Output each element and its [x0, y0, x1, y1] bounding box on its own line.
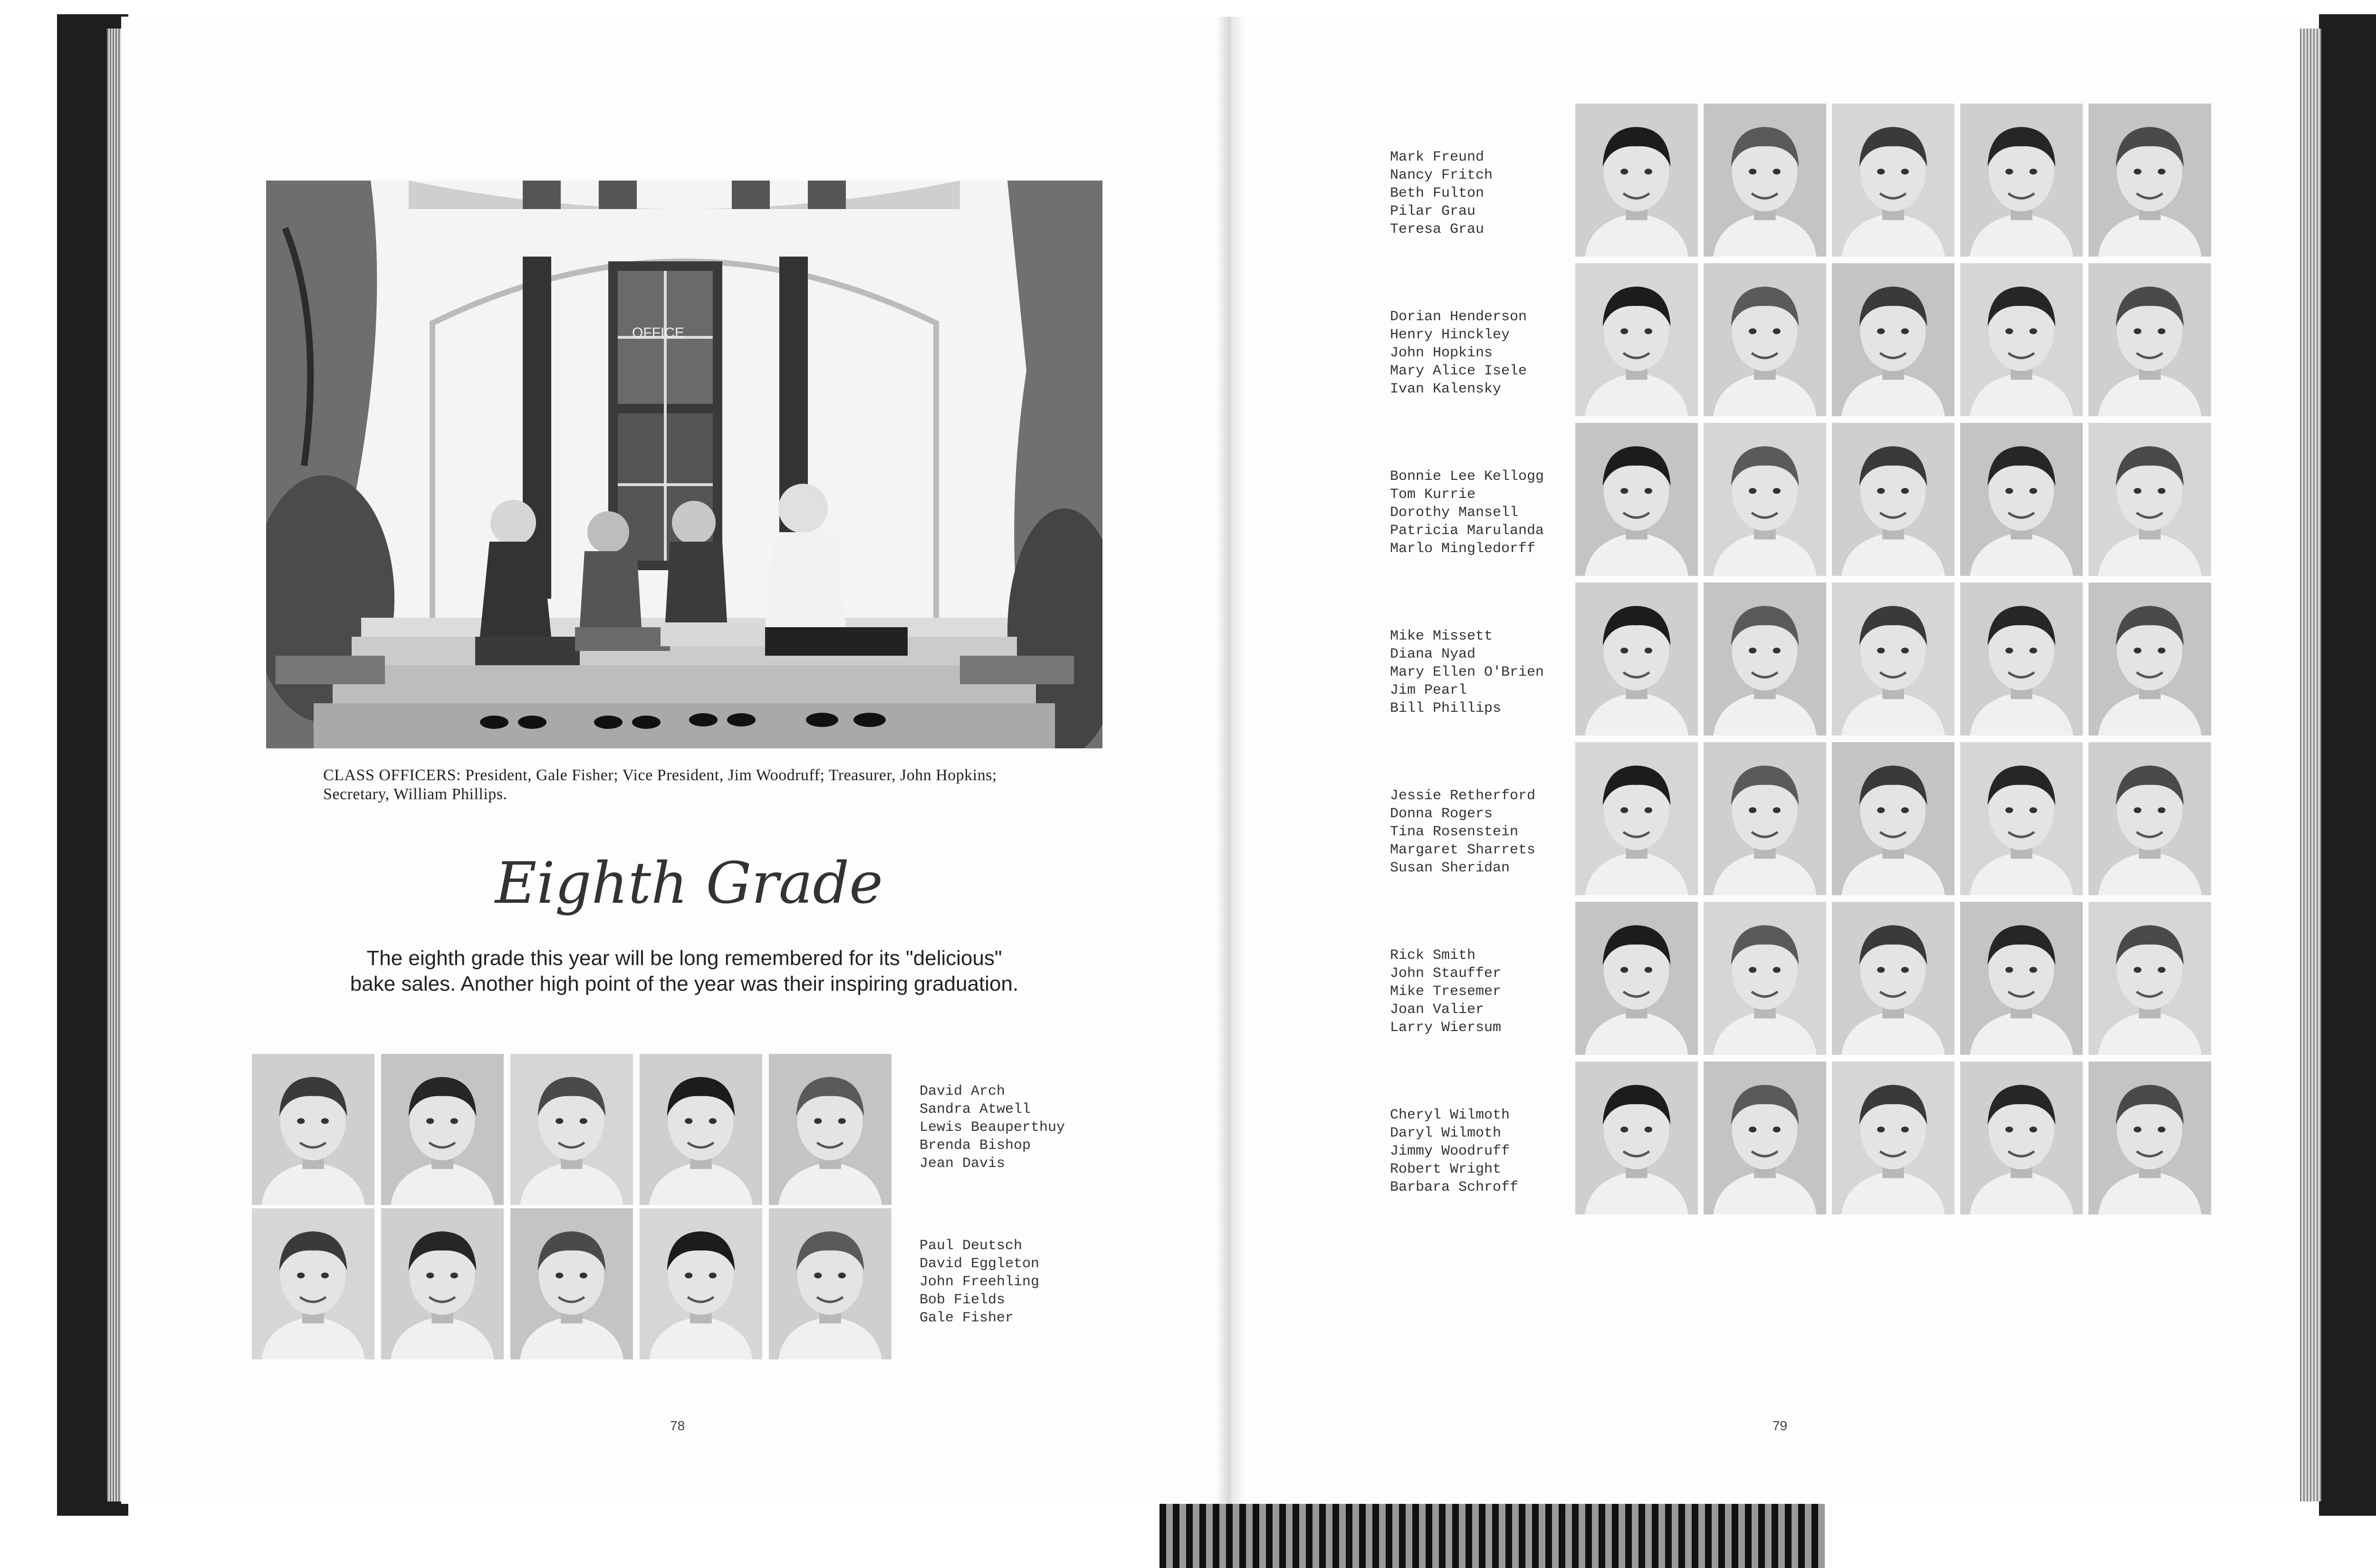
- class-officers-illustration: [266, 181, 1102, 748]
- student-portrait: [1832, 423, 1954, 576]
- student-portrait: [1960, 104, 2083, 257]
- student-portrait: [640, 1054, 762, 1205]
- office-sign: OFFICE: [632, 325, 684, 341]
- student-portrait: [2089, 104, 2211, 257]
- student-portrait: [1960, 742, 2083, 895]
- student-name: Jimmy Woodruff: [1390, 1143, 1510, 1159]
- student-portrait: [1832, 1061, 1954, 1214]
- student-name: Joan Valier: [1390, 1002, 1485, 1018]
- student-portrait: [1832, 902, 1954, 1055]
- student-portrait: [1704, 742, 1826, 895]
- student-name: Bob Fields: [920, 1292, 1006, 1308]
- student-portrait: [1704, 583, 1826, 736]
- student-name: Donna Rogers: [1390, 806, 1493, 822]
- student-portrait: [2089, 263, 2211, 416]
- student-name: Ivan Kalensky: [1390, 381, 1502, 397]
- student-name: Bill Phillips: [1390, 700, 1502, 717]
- student-portrait: [252, 1054, 374, 1205]
- page-number-left: 78: [670, 1418, 685, 1433]
- student-portrait: [1960, 1061, 2083, 1214]
- student-name: Sandra Atwell: [920, 1101, 1031, 1118]
- student-portrait: [1704, 1061, 1826, 1214]
- student-portrait: [1575, 263, 1698, 416]
- book-gutter: [1217, 17, 1245, 1504]
- student-name: John Stauffer: [1390, 966, 1502, 982]
- student-name: Mark Freund: [1390, 149, 1485, 165]
- student-name: John Hopkins: [1390, 345, 1493, 361]
- student-portrait: [1704, 902, 1826, 1055]
- student-portrait: [1704, 423, 1826, 576]
- student-name: David Arch: [920, 1083, 1006, 1100]
- student-name: Marlo Mingledorff: [1390, 541, 1536, 557]
- student-name: Henry Hinckley: [1390, 327, 1510, 343]
- student-portrait: [381, 1208, 504, 1359]
- student-portrait: [1832, 583, 1954, 736]
- student-name: Lewis Beauperthuy: [920, 1119, 1065, 1136]
- student-name: Susan Sheridan: [1390, 860, 1510, 876]
- student-name: Margaret Sharrets: [1390, 842, 1536, 858]
- class-officers-caption: CLASS OFFICERS: President, Gale Fisher; Vice President, Jim Woodruff; Treasurer, John Hopkins; Secretary, William Phillips.: [323, 766, 997, 803]
- student-portrait: [1575, 1061, 1698, 1214]
- student-portrait: [381, 1054, 504, 1205]
- student-name: Jean Davis: [920, 1156, 1006, 1172]
- student-portrait: [1704, 263, 1826, 416]
- student-name: Cheryl Wilmoth: [1390, 1107, 1510, 1123]
- student-portrait: [1832, 104, 1954, 257]
- student-name: Pilar Grau: [1390, 203, 1476, 220]
- student-name-list: [1390, 947, 1501, 1037]
- student-portrait: [1832, 742, 1954, 895]
- student-portrait: [1575, 423, 1698, 576]
- student-name-list: [1390, 1106, 1518, 1196]
- page-title: Eighth Grade: [495, 851, 883, 917]
- student-portrait: [1960, 263, 2083, 416]
- student-portrait: [252, 1208, 374, 1359]
- student-name: Jessie Retherford: [1390, 788, 1536, 804]
- student-name-list: [1390, 627, 1544, 717]
- student-name: Mike Missett: [1390, 628, 1493, 644]
- student-portrait: [510, 1208, 633, 1359]
- student-portrait: [1704, 104, 1826, 257]
- student-name: Mary Alice Isele: [1390, 363, 1527, 379]
- student-name-list: [1390, 308, 1527, 398]
- student-name: David Eggleton: [920, 1256, 1040, 1272]
- student-portrait: [640, 1208, 762, 1359]
- student-name: Dorothy Mansell: [1390, 505, 1519, 521]
- student-name: Mary Ellen O'Brien: [1390, 664, 1544, 680]
- intro-paragraph: [304, 946, 1064, 997]
- student-name: Paul Deutsch: [920, 1238, 1023, 1254]
- student-name: Robert Wright: [1390, 1161, 1502, 1177]
- student-portrait: [1960, 902, 2083, 1055]
- intro-line-2: bake sales. Another high point of the year was their inspiring graduation.: [350, 972, 1019, 995]
- student-name: Brenda Bishop: [920, 1138, 1031, 1154]
- student-name: Diana Nyad: [1390, 646, 1476, 662]
- page-edges-left: [107, 29, 121, 1501]
- student-portrait: [1575, 902, 1698, 1055]
- student-name: Gale Fisher: [920, 1310, 1014, 1326]
- book-cover-right: [2319, 14, 2376, 1516]
- student-name: John Freehling: [920, 1274, 1040, 1290]
- student-name-list: [1390, 468, 1544, 558]
- student-name: Larry Wiersum: [1390, 1020, 1502, 1036]
- student-name: Mike Tresemer: [1390, 984, 1502, 1000]
- student-portrait: [2089, 583, 2211, 736]
- student-name: Nancy Fritch: [1390, 167, 1493, 183]
- student-portrait: [2089, 1061, 2211, 1214]
- student-portrait: [510, 1054, 633, 1205]
- student-name: Bonnie Lee Kellogg: [1390, 468, 1544, 485]
- student-name: Daryl Wilmoth: [1390, 1125, 1502, 1141]
- student-portrait: [769, 1208, 891, 1359]
- page-edges-right: [2300, 29, 2321, 1501]
- page-number-right: 79: [1772, 1418, 1788, 1433]
- student-portrait: [1832, 263, 1954, 416]
- student-portrait: [1575, 583, 1698, 736]
- student-name-list: [920, 1082, 1065, 1173]
- student-portrait: [2089, 902, 2211, 1055]
- student-name-list: [920, 1237, 1039, 1327]
- student-name: Beth Fulton: [1390, 185, 1485, 201]
- student-portrait: [1575, 742, 1698, 895]
- student-name-list: [1390, 787, 1535, 877]
- student-name: Tom Kurrie: [1390, 487, 1476, 503]
- student-portrait: [1575, 104, 1698, 257]
- student-name: Barbara Schroff: [1390, 1179, 1519, 1195]
- student-portrait: [2089, 742, 2211, 895]
- binding-spine: [1159, 1504, 1825, 1568]
- student-name: Dorian Henderson: [1390, 309, 1527, 325]
- student-name: Rick Smith: [1390, 947, 1476, 964]
- student-name-list: [1390, 148, 1493, 239]
- student-name: Teresa Grau: [1390, 221, 1485, 238]
- student-portrait: [769, 1054, 891, 1205]
- class-officers-photo: [266, 181, 1102, 748]
- student-name: Tina Rosenstein: [1390, 824, 1519, 840]
- student-portrait: [1960, 423, 2083, 576]
- student-name: Patricia Marulanda: [1390, 523, 1544, 539]
- student-portrait: [1960, 583, 2083, 736]
- intro-line-1: The eighth grade this year will be long remembered for its "delicious": [366, 947, 1002, 970]
- student-name: Jim Pearl: [1390, 682, 1467, 698]
- student-portrait: [2089, 423, 2211, 576]
